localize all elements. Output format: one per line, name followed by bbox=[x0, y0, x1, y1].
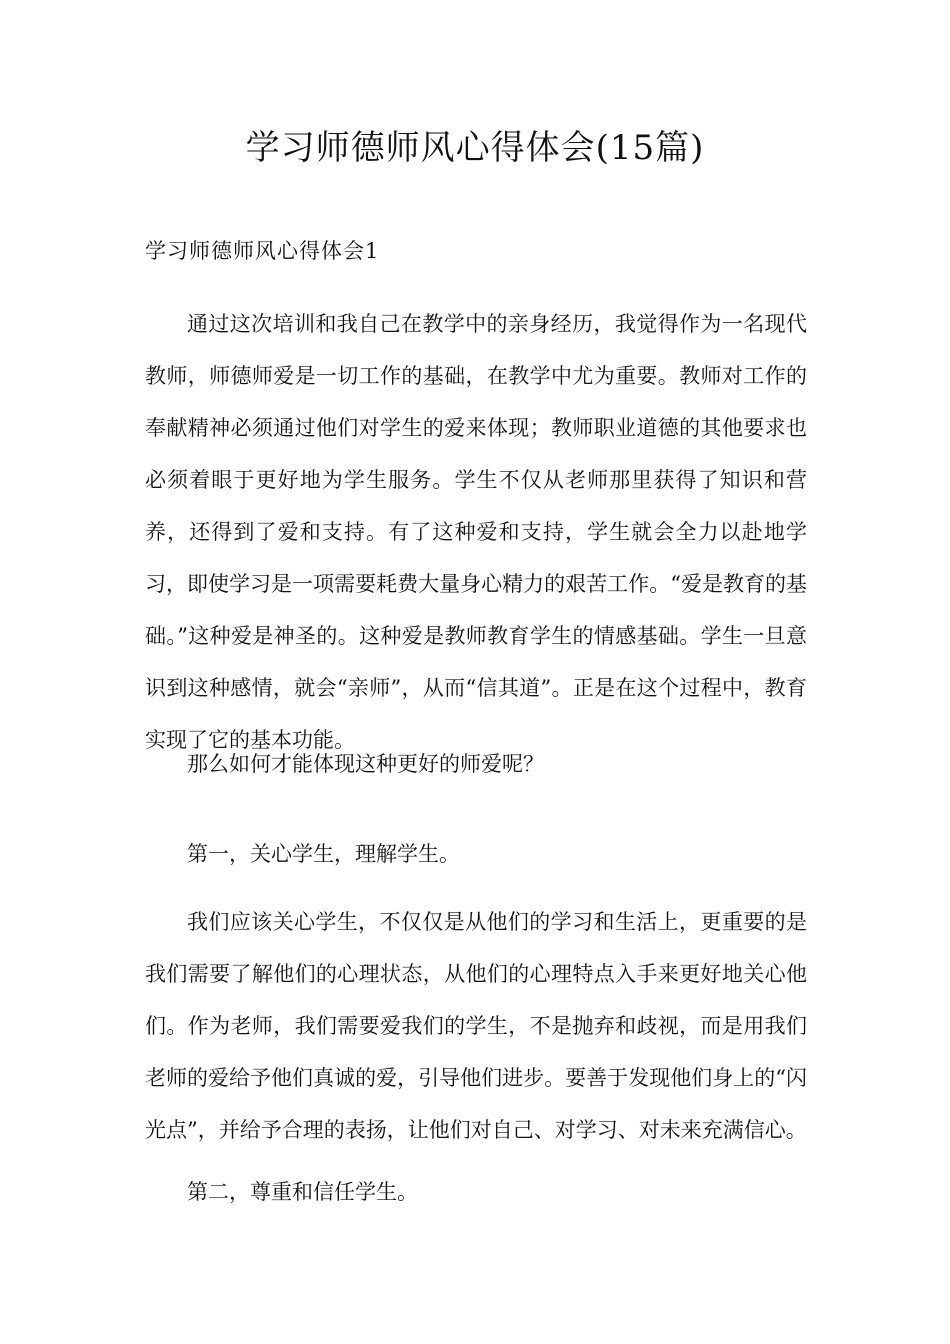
document-title: 学习师德师风心得体会(15篇) bbox=[245, 128, 705, 168]
paragraph-4: 我们应该关心学生，不仅仅是从他们的学习和生活上，更重要的是我们需要了解他们的心理状态，从他们的心理特点入手来更好地关心他们。作为老师，我们需要爱我们的学生，不是抛弃和歧视，而是用我们老师的爱给予他们真诚的爱，引导他们进步。要善于发现他们身上的“闪光点”，并给予合理的表扬，让他们对自己、对学习、对未来充满信心。 bbox=[145, 910, 807, 1142]
section-heading: 学习师德师风心得体会1 bbox=[145, 239, 380, 263]
paragraph-1: 通过这次培训和我自己在教学中的亲身经历，我觉得作为一名现代教师，师德师爱是一切工作的基础，在教学中尤为重要。教师对工作的奉献精神必须通过他们对学生的爱来体现；教师职业道德的其他要求也必须着眼于更好地为学生服务。学生不仅从老师那里获得了知识和营养，还得到了爱和支持。有了这种爱和支持，学生就会全力以赴地学习，即使学习是一项需要耗费大量身心精力的艰苦工作。“爱是教育的基础。”这种爱是神圣的。这种爱是教师教育学生的情感基础。学生一旦意识到这种感情，就会“亲师”，从而“信其道”。正是在这个过程中，教育实现了它的基本功能。 bbox=[145, 312, 807, 752]
paragraph-3: 第一，关心学生，理解学生。 bbox=[187, 842, 460, 866]
paragraph-2: 那么如何才能体现这种更好的师爱呢？ bbox=[187, 752, 544, 776]
paragraph-5: 第二，尊重和信任学生。 bbox=[187, 1180, 418, 1204]
